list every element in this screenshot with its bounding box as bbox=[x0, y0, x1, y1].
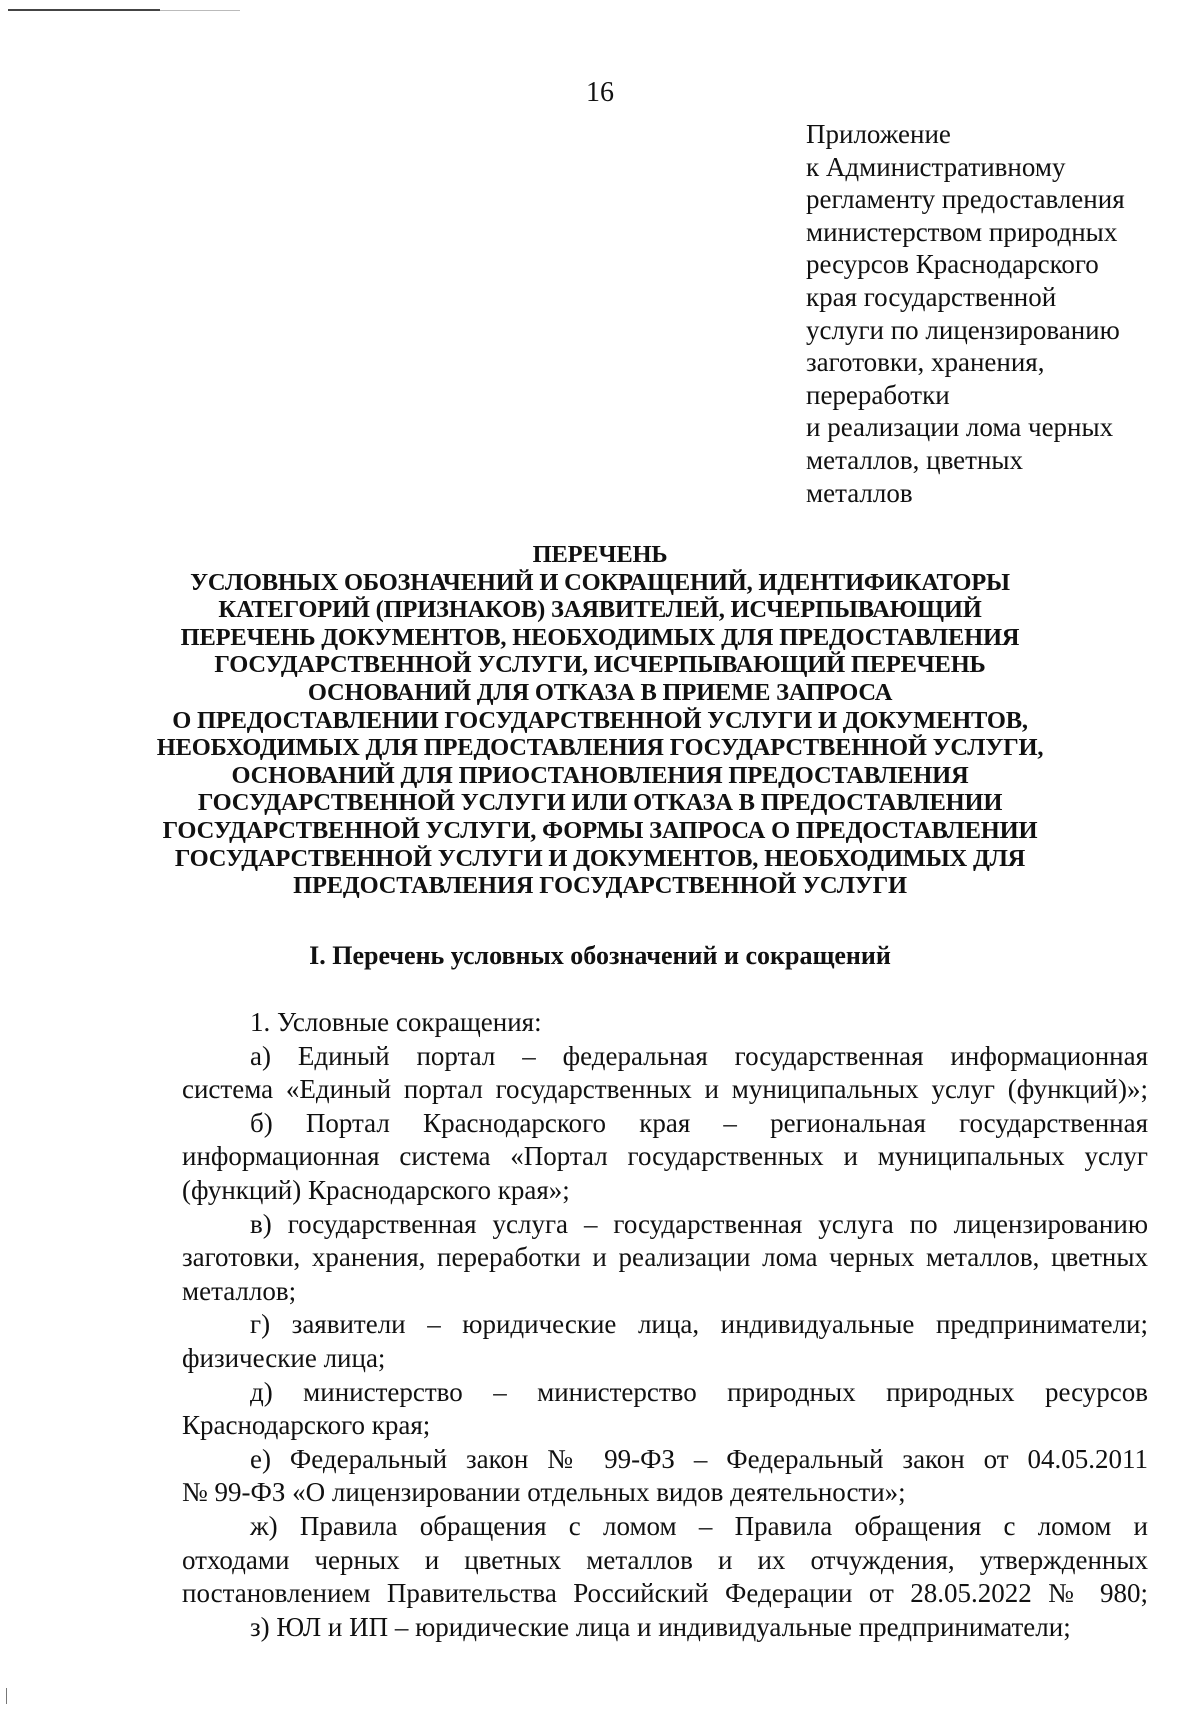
body-line: Краснодарского края; bbox=[182, 1410, 431, 1441]
appendix-line: металлов, цветных bbox=[806, 444, 1024, 475]
body-text bbox=[182, 1006, 1148, 1644]
title-line: ОСНОВАНИЙ ДЛЯ ПРИОСТАНОВЛЕНИЯ ПРЕДОСТАВЛЕНИЯ bbox=[231, 761, 969, 789]
top-rule-faint bbox=[160, 10, 240, 11]
appendix-line: края государственной bbox=[806, 281, 1057, 312]
title-line: КАТЕГОРИЙ (ПРИЗНАКОВ) ЗАЯВИТЕЛЕЙ, ИСЧЕРПЫВАЮЩИЙ bbox=[218, 596, 982, 624]
appendix-line: и реализации лома черных bbox=[806, 412, 1114, 443]
body-line: отходами черных и цветных металлов и их отчуждения, утвержденных bbox=[182, 1544, 1148, 1575]
appendix-block bbox=[806, 118, 1186, 509]
document-title bbox=[150, 541, 1050, 900]
title-heading: ПЕРЕЧЕНЬ bbox=[532, 541, 668, 568]
body-line: а) Единый портал – федеральная государственная информационная bbox=[250, 1040, 1148, 1071]
appendix-line: металлов bbox=[806, 477, 913, 508]
page-number: 16 bbox=[586, 77, 614, 108]
appendix-line: к Административному bbox=[806, 151, 1066, 182]
top-rule bbox=[8, 9, 160, 11]
appendix-line: ресурсов Краснодарского bbox=[806, 249, 1099, 280]
body-line: (функций) Краснодарского края»; bbox=[182, 1174, 570, 1205]
appendix-line: регламенту предоставления bbox=[806, 184, 1125, 215]
body-line: № 99-ФЗ «О лицензировании отдельных видов деятельности»; bbox=[182, 1477, 906, 1508]
appendix-line: заготовки, хранения, bbox=[806, 347, 1045, 378]
title-line: ГОСУДАРСТВЕННОЙ УСЛУГИ, ФОРМЫ ЗАПРОСА О ПРЕДОСТАВЛЕНИИ bbox=[162, 816, 1038, 844]
appendix-line: услуги по лицензированию bbox=[806, 314, 1120, 345]
body-line: ж) Правила обращения с ломом – Правила обращения с ломом и bbox=[250, 1510, 1148, 1541]
body-line: металлов; bbox=[182, 1275, 297, 1306]
body-line: е) Федеральный закон № 99-ФЗ – Федеральный закон от 04.05.2011 bbox=[250, 1443, 1148, 1474]
title-line: ГОСУДАРСТВЕННОЙ УСЛУГИ, ИСЧЕРПЫВАЮЩИЙ ПЕРЕЧЕНЬ bbox=[214, 651, 986, 679]
scan-mark bbox=[6, 1688, 7, 1704]
body-line: постановлением Правительства Российский Федерации от 28.05.2022 № 980; bbox=[182, 1578, 1148, 1609]
section-heading: I. Перечень условных обозначений и сокращений bbox=[309, 941, 891, 970]
body-line: информационная система «Портал государственных и муниципальных услуг bbox=[182, 1141, 1148, 1172]
body-line: физические лица; bbox=[182, 1342, 386, 1373]
appendix-line: Приложение bbox=[806, 119, 951, 149]
title-line: ГОСУДАРСТВЕННОЙ УСЛУГИ И ДОКУМЕНТОВ, НЕОБХОДИМЫХ ДЛЯ bbox=[174, 844, 1026, 872]
title-line: УСЛОВНЫХ ОБОЗНАЧЕНИЙ И СОКРАЩЕНИЙ, ИДЕНТИФИКАТОРЫ bbox=[190, 568, 1010, 596]
body-line: г) заявители – юридические лица, индивидуальные предприниматели; bbox=[250, 1309, 1148, 1340]
body-line: з) ЮЛ и ИП – юридические лица и индивидуальные предприниматели; bbox=[250, 1611, 1071, 1642]
body-line: 1. Условные сокращения: bbox=[250, 1007, 542, 1037]
appendix-line: переработки bbox=[806, 379, 950, 410]
body-line: д) министерство – министерство природных природных ресурсов bbox=[250, 1376, 1148, 1407]
appendix-line: министерством природных bbox=[806, 216, 1118, 247]
title-line: ПРЕДОСТАВЛЕНИЯ ГОСУДАРСТВЕННОЙ УСЛУГИ bbox=[293, 872, 907, 900]
title-line: НЕОБХОДИМЫХ ДЛЯ ПРЕДОСТАВЛЕНИЯ ГОСУДАРСТВЕННОЙ УСЛУГИ, bbox=[156, 734, 1044, 762]
body-line: система «Единый портал государственных и муниципальных услуг (функций)»; bbox=[182, 1074, 1148, 1105]
title-line: ПЕРЕЧЕНЬ ДОКУМЕНТОВ, НЕОБХОДИМЫХ ДЛЯ ПРЕДОСТАВЛЕНИЯ bbox=[180, 623, 1020, 651]
title-line: ГОСУДАРСТВЕННОЙ УСЛУГИ ИЛИ ОТКАЗА В ПРЕДОСТАВЛЕНИИ bbox=[197, 789, 1003, 817]
body-line: в) государственная услуга – государственная услуга по лицензированию bbox=[250, 1208, 1148, 1239]
title-line: О ПРЕДОСТАВЛЕНИИ ГОСУДАРСТВЕННОЙ УСЛУГИ И ДОКУМЕНТОВ, bbox=[172, 706, 1028, 734]
title-line: ОСНОВАНИЙ ДЛЯ ОТКАЗА В ПРИЕМЕ ЗАПРОСА bbox=[307, 678, 893, 706]
body-line: заготовки, хранения, переработки и реализации лома черных металлов, цветных bbox=[182, 1242, 1148, 1273]
body-line: б) Портал Краснодарского края – региональная государственная bbox=[250, 1107, 1148, 1138]
